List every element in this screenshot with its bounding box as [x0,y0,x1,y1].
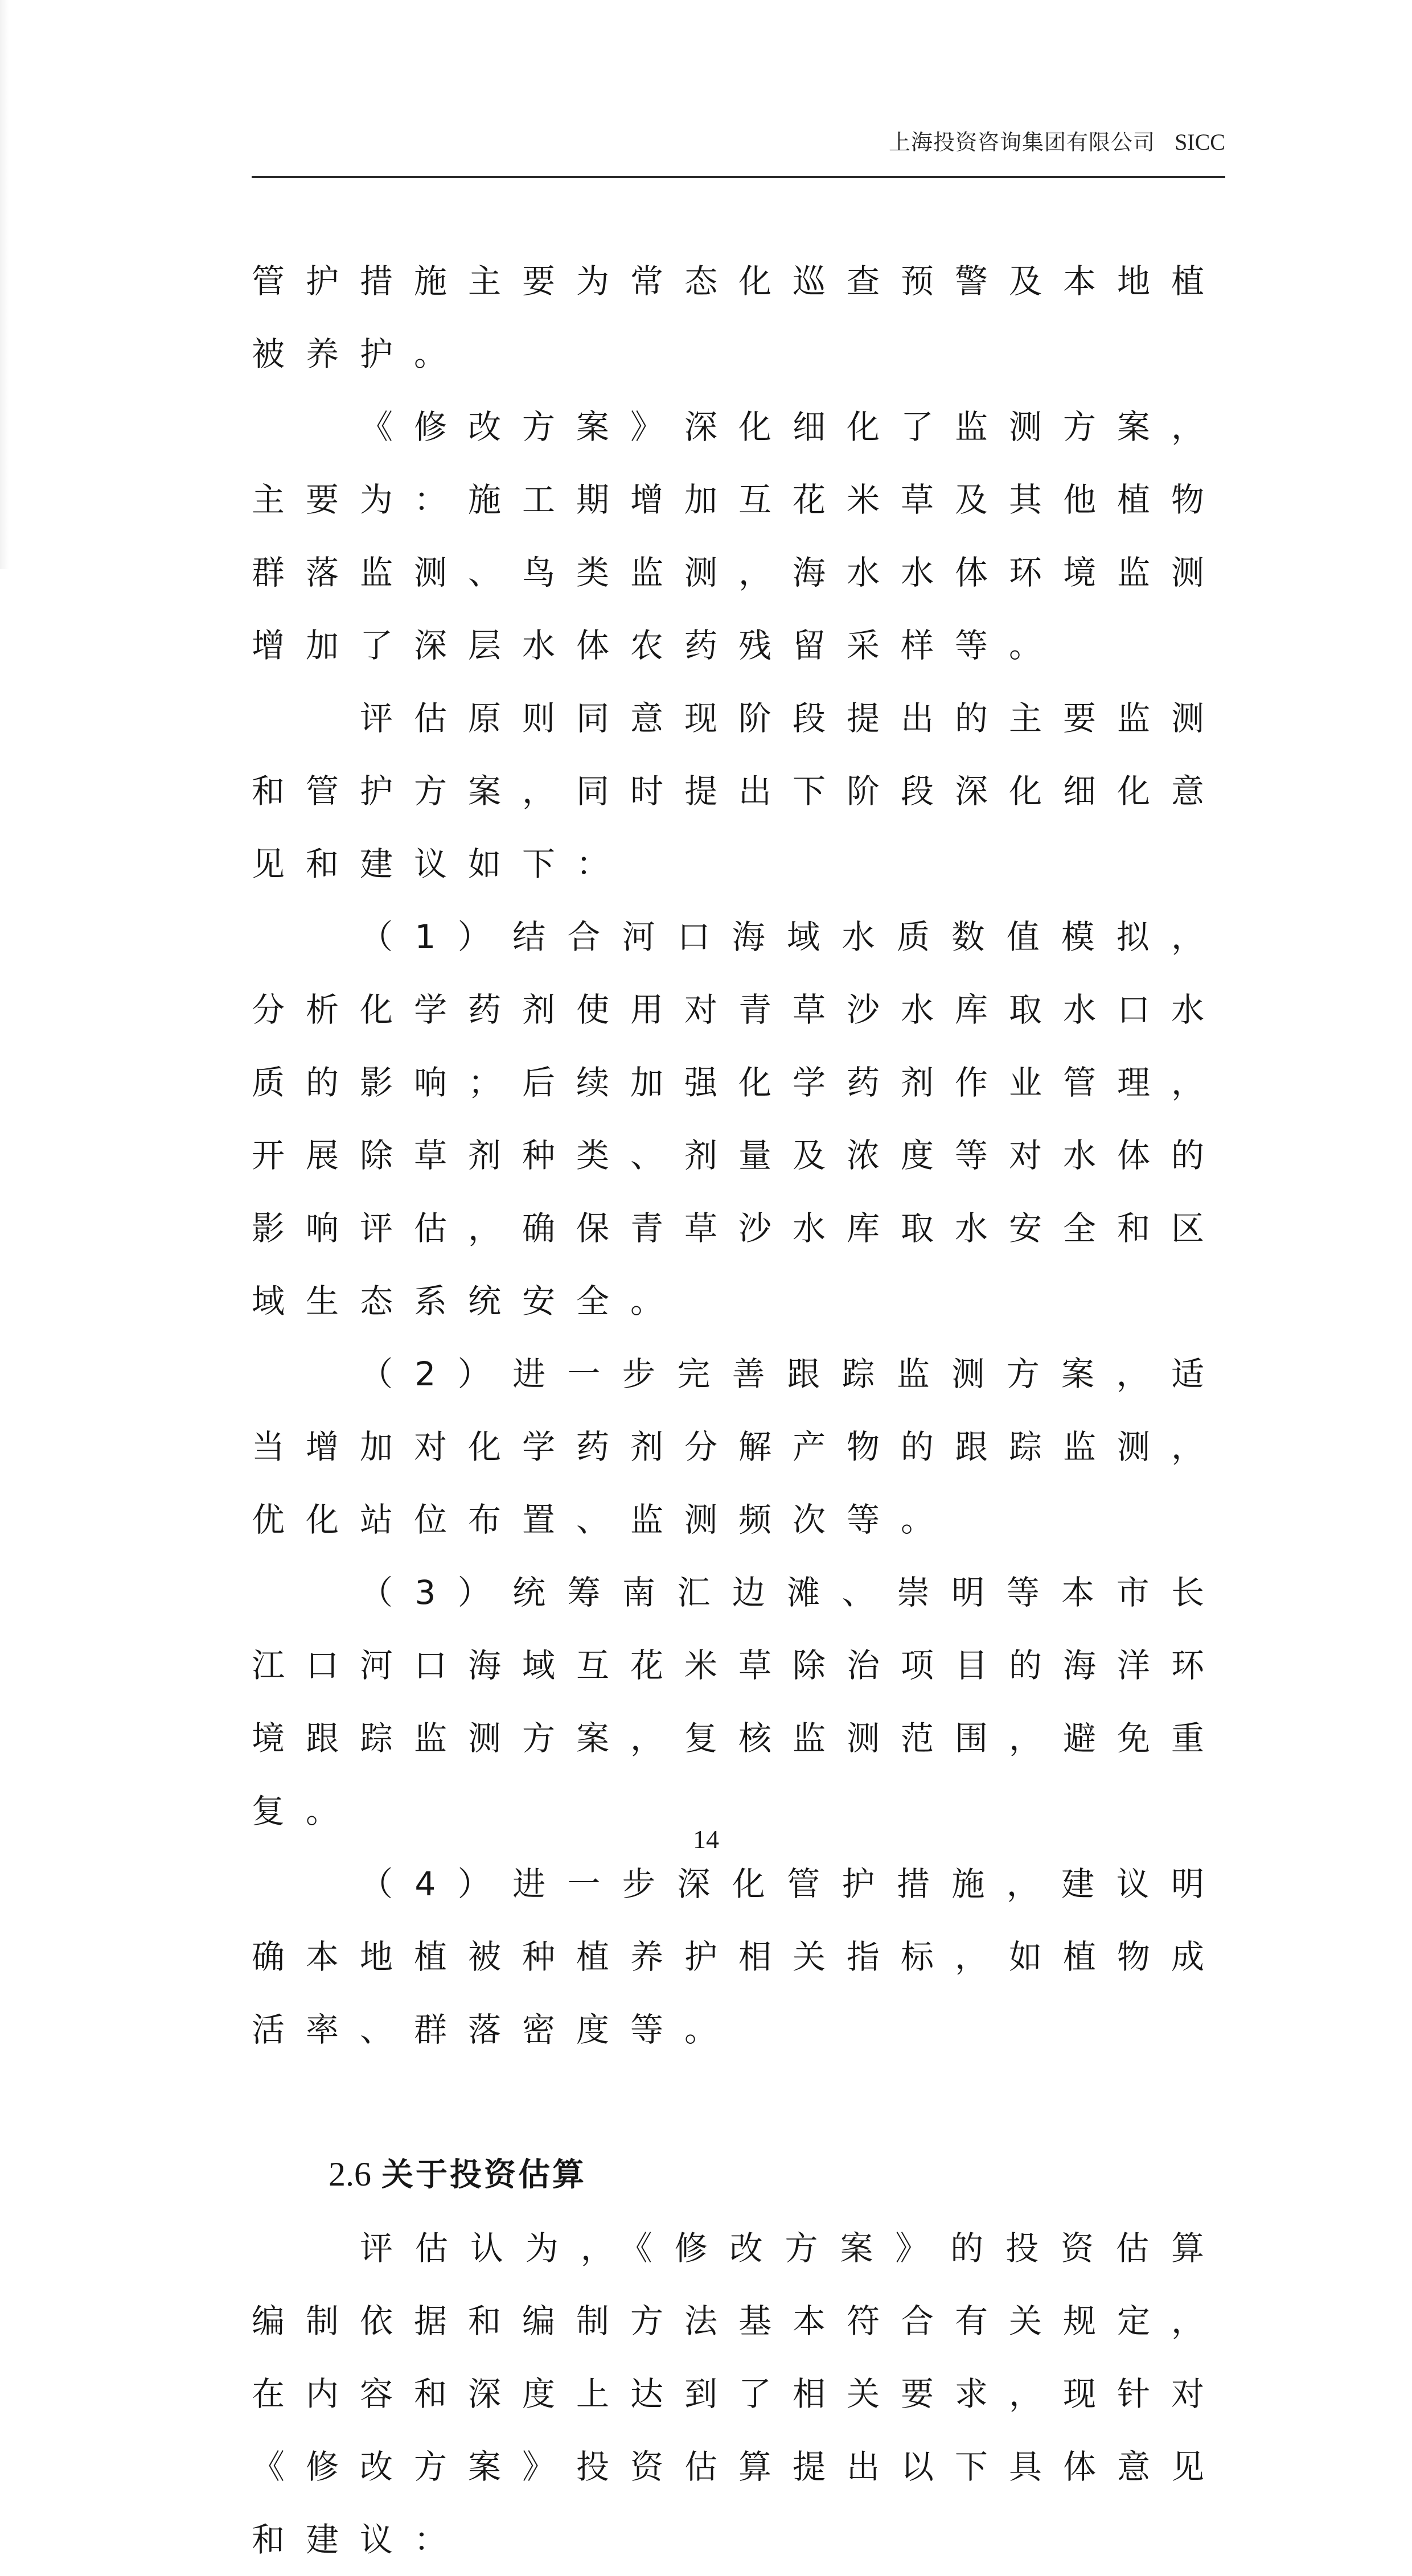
header-text [889,128,1225,157]
section-number: 2.6 [329,2155,371,2193]
scan-edge-shadow [0,0,9,569]
list-item-2: （2）进一步完善跟踪监测方案，适当增加对化学药剂分解产物的跟踪监测，优化站位布置、监测频次等。 [252,1355,1226,1539]
page-header [252,128,1225,179]
list-item-1: （1）结合河口海域水质数值模拟，分析化学药剂使用对青草沙水库取水口水质的影响；后续加强化学药剂作业管理，开展除草剂种类、剂量及浓度等对水体的影响评估，确保青草沙水库取水安全和区域生态系统安全。 [252,917,1226,1320]
page-number: 14 [693,1825,719,1854]
header-rule [252,176,1225,178]
paragraph-continuation: 管护措施主要为常态化巡查预警及本地植被养护。 [252,262,1226,373]
header-company-name: 上海投资咨询集团有限公司 [889,130,1156,155]
paragraph-investment-estimate: 评估认为，《修改方案》的投资估算编制依据和编制方法基本符合有关规定，在内容和深度上达到了相关要求，现针对《修改方案》投资估算提出以下具体意见和建议： [252,2229,1226,2559]
section-title: 关于投资估算 [381,2157,586,2194]
document-body [252,245,1225,2576]
section-heading [252,2138,1225,2212]
header-company-abbr: SICC [1175,129,1225,155]
list-item-4: （4）进一步深化管护措施，建议明确本地植被种植养护相关指标，如植物成活率、群落密度等。 [252,1865,1226,2049]
paragraph-assessment-opinion: 评估原则同意现阶段提出的主要监测和管护方案，同时提出下阶段深化细化意见和建议如下： [252,699,1226,883]
paragraph-monitoring-plan: 《修改方案》深化细化了监测方案，主要为：施工期增加互花米草及其他植物群落监测、鸟类监测，海水水体环境监测增加了深层水体农药残留采样等。 [252,408,1226,665]
list-item-3: （3）统筹南汇边滩、崇明等本市长江口河口海域互花米草除治项目的海洋环境跟踪监测方案，复核监测范围，避免重复。 [252,1573,1226,1830]
